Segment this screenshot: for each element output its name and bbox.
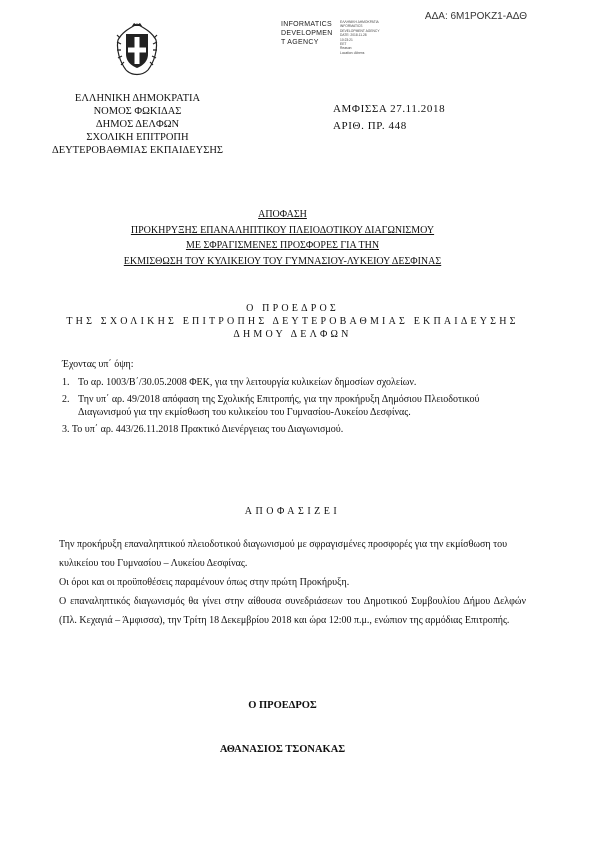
list-item-number: 1.: [62, 377, 70, 388]
agency-line: INFORMATICS: [281, 21, 333, 28]
president-heading-line: ΔΗΜΟΥ ΔΕΛΦΩΝ: [233, 329, 352, 340]
decision-title-line: ΕΚΜΙΣΘΩΣΗ ΤΟΥ ΚΥΛΙΚΕΙΟΥ ΤΟΥ ΓΥΜΝΑΣΙΟΥ-ΛΥΚΕΙΟΥ ΔΕΣΦΙΝΑΣ: [123, 255, 442, 267]
body-paragraph: Ο επαναληπτικός διαγωνισμός θα γίνει στην αίθουσα συνεδριάσεων του Δημοτικού Συμβουλίου Δήμου Δελφών (Πλ. Κεχαγιά – Άμφισσα), την Τρίτη 18 Δεκεμβρίου 2018 και ώρα 12:00 π.μ., ενώπιον της αρμόδιας Επιτροπής.: [59, 596, 526, 626]
agency-stamp-details: [340, 20, 380, 55]
date-protocol-block: [333, 101, 445, 135]
issuer-line: ΣΧΟΛΙΚΗ ΕΠΙΤΡΟΠΗ: [86, 132, 189, 143]
signature-title: Ο ΠΡΟΕΔΡΟΣ: [248, 700, 317, 711]
decision-body: [59, 535, 526, 630]
agency-detail: ΕΛΛΗΝΙΚΗ ΔΗΜΟΚΡΑΤΙΑ: [340, 20, 379, 24]
considerations-list: [62, 376, 528, 440]
body-paragraph: Την προκήρυξη επαναληπτικού πλειοδοτικού διαγωνισμού με σφραγισμένες προσφορές για την εκμίσθωση του κυλικείου του Γυμνασίου – Λυκείου Δεσφίνας.: [59, 539, 508, 569]
list-item: [62, 393, 528, 419]
issuer-block: [40, 92, 235, 157]
agency-detail: EET: [340, 42, 347, 47]
decision-title-line: ΠΡΟΚΗΡΥΞΗΣ ΕΠΑΝΑΛΗΠΤΙΚΟΥ ΠΛΕΙΟΔΟΤΙΚΟΥ ΔΙΑΓΩΝΙΣΜΟΥ: [130, 224, 435, 236]
agency-detail: Reason:: [340, 46, 353, 51]
decision-title: [60, 207, 505, 269]
list-item-text: Το αρ. 1003/Β΄/30.05.2008 ΦΕΚ, για την λειτουργία κυλικείων δημοσίων σχολείων.: [78, 377, 417, 388]
body-paragraph: Οι όροι και οι προϋποθέσεις παραμένουν όπως στην πρώτη Προκήρυξη.: [59, 577, 350, 588]
issuer-line: ΔΕΥΤΕΡΟΒΑΘΜΙΑΣ ΕΚΠΑΙΔΕΥΣΗΣ: [51, 145, 224, 156]
list-item: [62, 376, 528, 389]
issuer-line: ΝΟΜΟΣ ΦΩΚΙΔΑΣ: [93, 106, 182, 117]
decision-title-line: ΑΠΟΦΑΣΗ: [258, 209, 307, 220]
agency-detail: Location: Athens: [340, 50, 365, 55]
decision-title-line: ΜΕ ΣΦΡΑΓΙΣΜΕΝΕΣ ΠΡΟΣΦΟΡΕΣ ΓΙΑ ΤΗΝ: [185, 240, 380, 251]
issuer-line: ΔΗΜΟΣ ΔΕΛΦΩΝ: [95, 119, 180, 130]
list-item-text: Την υπ΄ αρ. 49/2018 απόφαση της Σχολικής Επιτροπής, για την προκήρυξη Δημόσιου Πλειοδοτικού Διαγωνισμού για την εκμίσθωση του κυλικείου του Γυμνασίου-Λυκείου Δεσφίνας.: [78, 394, 480, 418]
considering-label: Έχοντας υπ΄ όψη:: [62, 359, 134, 370]
signature-name: ΑΘΑΝΑΣΙΟΣ ΤΣΟΝΑΚΑΣ: [219, 744, 346, 755]
president-heading-line: Ο ΠΡΟΕΔΡΟΣ: [246, 303, 339, 314]
agency-line: DEVELOPMEN: [281, 30, 333, 37]
decides-heading: ΑΠΟΦΑΣΙΖΕΙ: [244, 506, 341, 517]
list-item-number: 2.: [62, 394, 70, 405]
ada-code: ΑΔΑ: 6Μ1ΡΟΚΖ1-ΑΔΘ: [424, 11, 527, 22]
president-heading-line: ΤΗΣ ΣΧΟΛΙΚΗΣ ΕΠΙΤΡΟΠΗΣ ΔΕΥΤΕΡΟΒΑΘΜΙΑΣ ΕΚΠΑΙΔΕΥΣΗΣ: [66, 316, 519, 327]
agency-detail: INFORMATICS DEVELOPMENT AGENCY: [340, 24, 380, 33]
agency-stamp: [281, 20, 333, 47]
list-item-number: 3.: [62, 424, 70, 435]
protocol-number: ΑΡΙΘ. ΠΡ. 448: [333, 120, 407, 132]
greek-coat-of-arms-icon: [112, 20, 162, 78]
list-item-text: Το υπ΄ αρ. 443/26.11.2018 Πρακτικό Διενέργειας του Διαγωνισμού.: [71, 424, 344, 435]
agency-line: T AGENCY: [281, 39, 319, 46]
agency-detail: DATE: 2018.11.28 10:23:21: [340, 33, 367, 42]
list-item: [62, 423, 528, 436]
issuer-line: ΕΛΛΗΝΙΚΗ ΔΗΜΟΚΡΑΤΙΑ: [74, 93, 201, 104]
document-date: ΑΜΦΙΣΣΑ 27.11.2018: [333, 103, 446, 115]
president-heading: [40, 302, 545, 341]
